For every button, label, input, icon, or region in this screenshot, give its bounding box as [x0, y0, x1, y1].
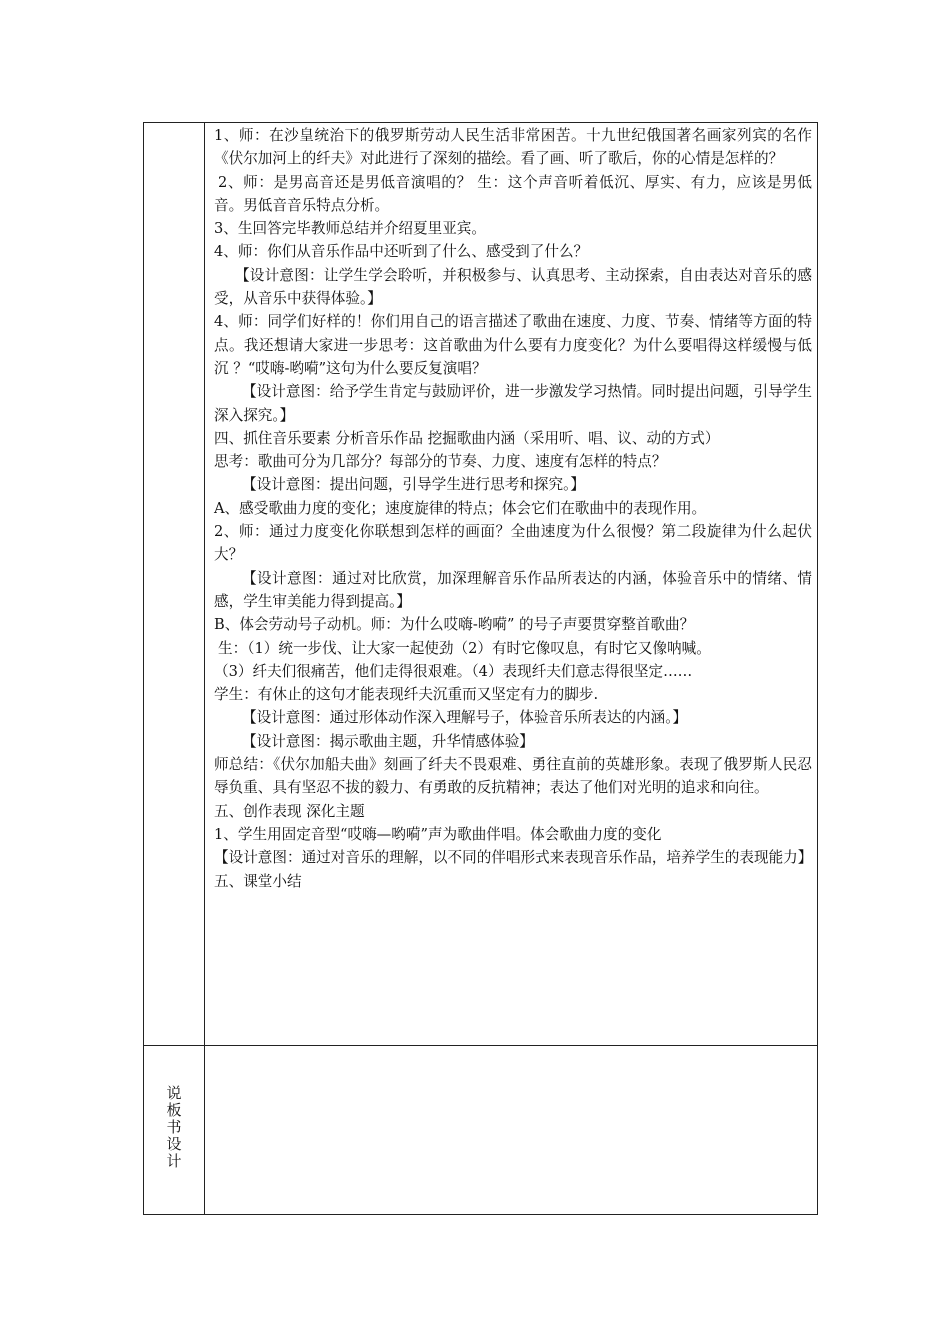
text-line: 1、学生用固定音型“哎嗨—哟嗬”声为歌曲伴唱。体会歌曲力度的变化: [214, 825, 662, 843]
teaching-process-cell: [214, 124, 812, 893]
board-design-label: [144, 1085, 204, 1170]
text-line: 2、师：是男高音还是男低音演唱的？ 生：这个声音听着低沉、厚实、有力，应该是男低音。男低音音乐特点分析。: [214, 173, 812, 214]
text-line: A、感受歌曲力度的变化；速度旋律的特点；体会它们在歌曲中的表现作用。: [214, 499, 707, 517]
text-line: 师总结：《伏尔加船夫曲》刻画了纤夫不畏艰难、勇往直前的英雄形象。表现了俄罗斯人民忍辱负重、具有坚忍不拔的毅力、有勇敢的反抗精神；表达了他们对光明的追求和向往。: [214, 756, 812, 797]
section-heading: 五、创作表现 深化主题: [214, 802, 365, 820]
text-line: 4、师：同学们好样的！你们用自己的语言描述了歌曲在速度、力度、节奏、情绪等方面的特点。我还想请大家进一步思考：这首歌曲为什么要有力度变化？为什么要唱得这样缓慢与低沉 ？“哎嗨-哟嗬”这句为什么要反复演唱？: [214, 313, 812, 377]
design-intent-note: 【设计意图：揭示歌曲主题，升华情感体验】: [242, 732, 534, 750]
design-intent-note: 【设计意图：通过对音乐的理解，以不同的伴唱形式来表现音乐作品，培养学生的表现能力】: [214, 849, 813, 867]
label-char: 板: [166, 1101, 182, 1119]
label-char: 设: [166, 1135, 182, 1153]
label-char: 计: [166, 1152, 182, 1170]
column-divider: [204, 123, 205, 1214]
label-char: 书: [166, 1118, 182, 1136]
design-intent-note: 【设计意图：提出问题，引导学生进行思考和探究。】: [242, 476, 585, 494]
text-line: 4、师：你们从音乐作品中还听到了什么、感受到了什么？: [214, 243, 589, 261]
section-heading: 五、课堂小结: [214, 872, 302, 890]
text-line: 1、师：在沙皇统治下的俄罗斯劳动人民生活非常困苦。十九世纪俄国著名画家列宾的名作《伏尔加河上的纤夫》对此进行了深刻的描绘。看了画、听了歌后，你的心情是怎样的？: [214, 127, 812, 168]
text-line: 生：（1）统一步伐、让大家一起使劲（2）有时它像叹息，有时它又像呐喊。: [218, 639, 711, 657]
design-intent-note: 【设计意图：让学生学会聆听，并积极参与、认真思考、主动探索，自由表达对音乐的感受，从音乐中获得体验。】: [214, 266, 812, 308]
text-line: 3、生回答完毕教师总结并介绍夏里亚宾。: [214, 220, 486, 238]
text-line: 思考：歌曲可分为几部分？每部分的节奏、力度、速度有怎样的特点？: [214, 453, 667, 471]
section-heading: 四、抓住音乐要素 分析音乐作品 挖掘歌曲内涵（采用听、唱、议、动的方式）: [214, 429, 720, 447]
text-line: B、体会劳动号子动机。师：为什么哎嗨-哟嗬” 的号子声要贯穿整首歌曲？: [214, 616, 695, 634]
text-line: 2、师：通过力度变化你联想到怎样的画面？全曲速度为什么很慢？第二段旋律为什么起伏大？: [214, 523, 812, 564]
lesson-table: [143, 122, 818, 1215]
text-line: 学生：有休止的这句才能表现纤夫沉重而又坚定有力的脚步.: [214, 686, 599, 704]
design-intent-note: 【设计意图：通过形体动作深入理解号子，体验音乐所表达的内涵。】: [242, 709, 688, 727]
label-char: 说: [166, 1084, 182, 1102]
design-intent-note: 【设计意图：给予学生肯定与鼓励评价，进一步激发学习热情。同时提出问题，引导学生深入探究。】: [214, 383, 812, 424]
row-divider: [144, 1045, 817, 1046]
text-line: （3）纤夫们很痛苦，他们走得很艰难。（4）表现纤夫们意志得很坚定……: [214, 662, 693, 680]
design-intent-note: 【设计意图：通过对比欣赏，加深理解音乐作品所表达的内涵，体验音乐中的情绪、情感，学生审美能力得到提高。】: [214, 569, 812, 610]
